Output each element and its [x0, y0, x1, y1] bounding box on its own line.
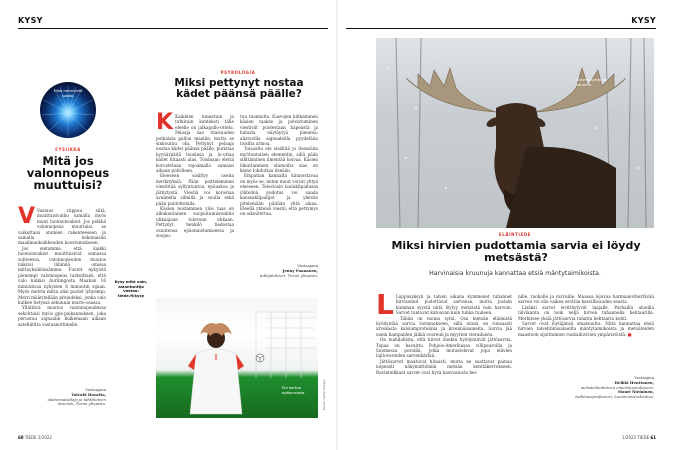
end-mark-icon: ■	[627, 331, 632, 337]
byline-role: Vastaajina	[634, 375, 654, 380]
article-moose-col1	[376, 288, 512, 375]
moose-image	[376, 38, 654, 228]
byline-name: Mauri Nieminen,	[617, 389, 654, 395]
article-gesture-col2	[240, 114, 318, 217]
magazine-issue: TIEDE 1/2022	[24, 435, 52, 440]
headline-moose: Miksi hirvien pudottamia sarvia ei löydy metsästä?	[391, 239, 641, 264]
lightspeed-caption: Mitat mennisivät uusiksi.	[53, 89, 83, 98]
photo-credit: Kuvat: Getty Images	[322, 379, 326, 410]
moose-illustration-icon	[376, 38, 654, 228]
top-rule-right	[346, 28, 656, 29]
kicker-physics: FYSIIKKA	[55, 147, 81, 152]
paragraph: Käsien nostaminen ylös taas on alkukantainen suojautumisreaktio uhkaajaan tulevaan uhkaan. Pettynyt henkilö tiedostaa osuutensa epäonnistumisessa ja suojau-	[156, 205, 234, 238]
byline-desc: akatemiatutkija ja tähtitieteen dosentti, Turun yliopisto.	[47, 396, 106, 407]
paragraph: Jos oletamme, että kaikki luonnonvakiot muuttuisivat samassa suhteessa, valonnopeuden muutos näkyisi lähinnä omissa mittayksiköissämme. Fuotet nykyistä pienempi valonnopeus tarkoittaisi, että valo kulkisi Aurinngosta Maahan 16 minuutissa nykyisen 8 minuutin sijaan. Myös metrin mitta olisi puolet lyhyempi. Metri määritellään pituudeksi, jonka valo kulkee tietyssä sekunnin murto-osassa.	[18, 245, 106, 305]
paragraph: Eleeseen sisältyy useita merkityksiä. Pään peitteleminen viestittää syllyntuntoa, epäuskoa ja järkytystä. Viestiä voi korostaa avaimella silmillä ja suulla sekä pään puidottelulla.	[156, 173, 234, 206]
paragraph: Toisaalta ele sisältää jo itsessään myötuntoisen elementin, sillä pään silittäminen ilmentää hoivaa. Käsien liikuttaminen ohimoilta alas on keino lohduttaa itseään.	[240, 146, 318, 174]
page-number: 60	[18, 435, 24, 440]
paragraph-text: Sarvet ovat löytäjänsä omaisuutta. Niitä kannattaa etsiä hirvien talvehtimisalueilta mäntytaimikoista ja metsäteiden maastoon sijoittamien ruokailuvirien ympäristöstä.	[518, 321, 654, 337]
page-number: 61	[650, 435, 656, 440]
top-rule-left	[18, 28, 328, 29]
dropcap-l: L	[376, 288, 394, 321]
article-moose-col2	[518, 294, 654, 337]
paragraph: Tähän on monia syitä. Osa metsän eläimistä hyödyntää sarvia ravinnokseen, sillä niissä on runsaasti arvokasta kalsiumproteiinia ja kivennäisaineita. Sarvia jää usein hampaiden jälkiä ovareun ja myyrien vierailuista.	[376, 315, 512, 337]
paragraph: Kaikkien tunnetuin ja tutkituin konteksti tälle eleelle on jalkapallo-ottelu. Pelaaja saa tilaisuuden potkaista pallon maaliin, mutta se sinkoutuu ohi. Pettynyt pelaaja nostaa kädet päänsä päälle, puristaa kyynärpäitä toisiinsa ja lu-uttaa kädet hitaasti alas. Toisinaan elettä korostetaan vajoamalla samaan aikaan polvilleen.	[156, 114, 234, 174]
byline-moose	[560, 376, 654, 400]
ask-sidebar-note[interactable]	[113, 280, 149, 298]
byline-desc: tutkimusprofessori, Luonnonvarakeskus.	[575, 394, 654, 400]
dropcap-v: V	[18, 204, 36, 229]
article-gesture-col1	[156, 110, 234, 238]
paragraph: nille, ruoholle ja varvuille. Maassa lojuvaa harmaanvihertävää sarvea voi olla vaikea erottaa kasvillisuuden seasta.	[518, 294, 654, 305]
section-tag-left: KYSY	[18, 16, 43, 25]
byline-name: Jenny Paananen,	[282, 267, 318, 273]
paragraph	[518, 321, 654, 337]
moose-caption: Sarvet syyskuun sarvelle.	[576, 77, 608, 87]
byline-name: Toivoki Hovatto,	[71, 391, 106, 397]
paragraph: Loppusyksyn ja talven aikana kymmenet tuhannet hirvisonnit pudottavat sarvensa, mutta jostain kumman syystä niitä löytyy metsästä vain harvoin. Sarvet tuntuvat katoavan kuin tuhka tuuleen.	[395, 294, 512, 316]
byline-gesture	[240, 264, 318, 278]
kicker-psychology: PSYKOLOGIA	[220, 70, 256, 75]
byline-role: Vastaajana	[85, 387, 106, 392]
byline-desc: metsäeläintieteen emeritusprofessori,	[580, 384, 654, 390]
section-tag-right: KYSY	[631, 16, 656, 25]
paragraph: Jättösarvet maatuvat hitaasti, mutta ne saattavat painua nopeasti näkymättömiin metsän kenttäkerrokseen. Ravinteikkaat sarvet ovat hyvä kasvualusta hei-	[376, 358, 512, 375]
headline-gesture: Miksi pettynyt nostaa kädet päänsä päälle?	[174, 77, 304, 101]
football-caption: Ele kertoo epäonnesta.	[282, 385, 306, 395]
paragraph: Vastaus riippuu siitä, muuttuisivatko samalla myös muut luonnonvakiot. Jos pelkkä valonnopeus muuttuisi, se vaikuttaisi atomien rakenteeseen ja samalla kokonaisiin maailmankaikkeuden koostumukseen.	[18, 208, 106, 246]
lightspeed-image	[40, 82, 96, 138]
paragraph: Yllättävä muutos valonnopeudessa sekoittaisi myös gps-paikannuksen, joka perustuu signaalin kulkemaan aikaan satelliitilta vastaanottimelle.	[18, 305, 106, 327]
subtitle-moose: Harvinaisia kruunuja kannattaa etsiä mäntytaimikoista.	[429, 270, 601, 277]
ask-note-text: Kysy mitä vain, asiantuntija vastaa: tiede.fi/kysy	[114, 279, 148, 298]
football-image	[156, 298, 318, 418]
headline-lightspeed: Mitä jos valonnopeus muuttuisi?	[26, 154, 110, 193]
article-lightspeed-body	[18, 204, 106, 327]
folio-left	[18, 435, 52, 440]
paragraph: Lisäksi sarvet levittäytyvät laajalle. Parhailla alueilla talvikanta on noin neljä hirveä tuhannella hehtaarilla. Merkitsee yksiä jättösarvia tuhatta hehtaaria kohti.	[518, 304, 654, 321]
kicker-zoology: ELÄINTIEDE	[498, 232, 532, 237]
byline-lightspeed	[30, 388, 106, 407]
paragraph: tuu tuomiolta. Kasvojen kätkeminen käsien taakse ja polvistuminen viestivät puolestaan häpeästä ja halusta näytäytyä pienenä: alistuvilla signaaleilla pyydetään toisilta armoa.	[240, 114, 318, 147]
footballer-illustration-icon	[156, 298, 318, 418]
magazine-issue: 1/2022 TIEDE	[622, 435, 650, 440]
byline-desc: tutkijatohtori, Turun yliopisto.	[259, 272, 318, 278]
paragraph: Empatian kannalta kiinnostavaa on myös se, miten muut voivat yhtyä eleeseen. Televiosin laulukilpailussa ylätelinä pudotus voi saada kanssakilpailijat ja yleisön pitelemään päitään yhtä aikaa. Eleellä yhteisö viestii, että pettymys on oikeutettua.	[240, 173, 318, 217]
byline-role: Vastaajana	[297, 263, 318, 268]
paragraph: On mahdollista, että hirvet itsekin hyödyntävät jättösarvia. Tapaa on havaittu Pohjois-Amerikassa villipeuroilla ja Suomessa poroilla, jotka mutustelevat jopa elävien lajitovereiden sarvenkärkiä.	[376, 337, 512, 359]
byline-name: Heikki Henttonen,	[614, 379, 654, 385]
dropcap-k: K	[156, 110, 174, 135]
page-gutter	[336, 0, 338, 450]
folio-right	[622, 435, 656, 440]
